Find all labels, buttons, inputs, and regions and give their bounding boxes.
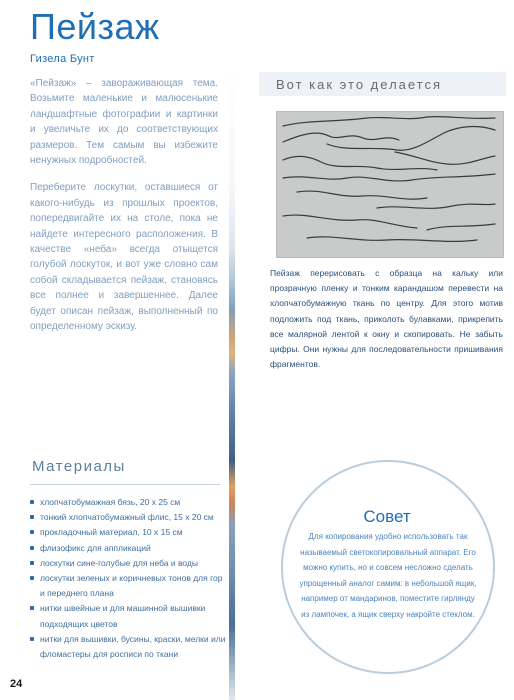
sketch-line (283, 133, 399, 142)
bullet-icon (30, 530, 34, 534)
material-text: хлопчатобумажная бязь, 20 x 25 см (40, 497, 181, 507)
intro-text (30, 76, 218, 347)
list-item (30, 632, 228, 662)
material-text: лоскутки сине-голубые для неба и воды (40, 557, 199, 568)
list-item (30, 495, 228, 510)
sketch-line (297, 191, 427, 199)
bullet-icon (30, 500, 34, 504)
bullet-icon (30, 561, 34, 565)
howto-heading: Вот как это делается (276, 77, 443, 92)
landscape-sketch-image (276, 111, 504, 258)
sketch-line (283, 215, 417, 228)
bullet-icon (30, 515, 34, 519)
materials-divider (30, 484, 220, 485)
list-item (30, 556, 228, 571)
bullet-icon (30, 546, 34, 550)
bullet-icon (30, 606, 34, 610)
intro-paragraph: «Пейзаж» – завораживающая тема. Возьмите маленькие и малюсенькие ландшафтные фотографии и картинки и увеличьте их до соответствующих размеров. Тем самым вы избежите ненужных подробностей. (30, 78, 218, 167)
list-item (30, 601, 228, 631)
sketch-line (327, 127, 495, 151)
material-text: флизофикс для аппликаций (40, 542, 151, 553)
advice-heading: Совет (363, 507, 411, 526)
sketch-line (377, 204, 495, 208)
material-text: тонкий хлопчатобумажный флис, 15 x 20 см (40, 512, 214, 523)
bullet-icon (30, 637, 34, 641)
sketch-line (283, 174, 495, 181)
page-title: Пейзаж (30, 6, 160, 47)
page-number: 24 (10, 678, 23, 690)
list-item (30, 541, 228, 556)
list-item (30, 510, 228, 525)
decorative-strip (229, 70, 235, 700)
sketch-line (283, 117, 495, 126)
intro-paragraph: Переберите лоскутки, оставшиеся от какого-нибудь из прошлых проектов, попередвигайте их на столе, пока не найдете интересного расположения. В качестве «неба» всегда отыщется голубой лоскуток, и вот уже словно сам собой складывается пейзаж, становясь все полнее и завершеннее. Далее будет описан пейзаж, выполненный по определенному эскизу. (30, 182, 218, 333)
material-text: прокладочный материал, 10 x 15 см (40, 527, 183, 538)
sketch-line (395, 152, 495, 164)
author-name: Гизела Бунт (30, 53, 95, 65)
advice-text: Для копирования удобно использовать так называемый светокопировальный аппарат. Его можно купить, но и совсем несложно сделать упрощенный аналог самим: в небольшой ящик, например от мандаринов, поместите гирлянду из лампочек, а ящик сверху накройте стеклом. (299, 532, 477, 619)
material-text: лоскутки зеленых и коричневых тонов для гор и переднего плана (40, 573, 223, 599)
materials-heading: Материалы (32, 458, 126, 475)
howto-caption: Пейзаж перерисовать с образца на кальку или прозрачную пленку и тонким карандашом перевести на хлопчатобумажную ткань по центру. Для этого мотив подложить под ткань, приколоть булавками, прикрепить все малярной лентой к окну и скопировать. Не забыть цифры. Они нужны для последовательности пришивания фрагментов. (270, 268, 503, 370)
bullet-icon (30, 576, 34, 580)
sketch-line (307, 237, 477, 242)
list-item (30, 525, 228, 540)
material-text: нитки швейные и для машинной вышивки подходящих цветов (40, 603, 206, 629)
materials-list (30, 495, 228, 662)
list-item (30, 571, 228, 601)
sketch-line (283, 156, 437, 170)
material-text: нитки для вышивки, бусины, краски, мелки или фломастеры для росписи по ткани (40, 633, 226, 660)
sketch-drawing (277, 112, 503, 257)
sketch-line (427, 224, 495, 230)
